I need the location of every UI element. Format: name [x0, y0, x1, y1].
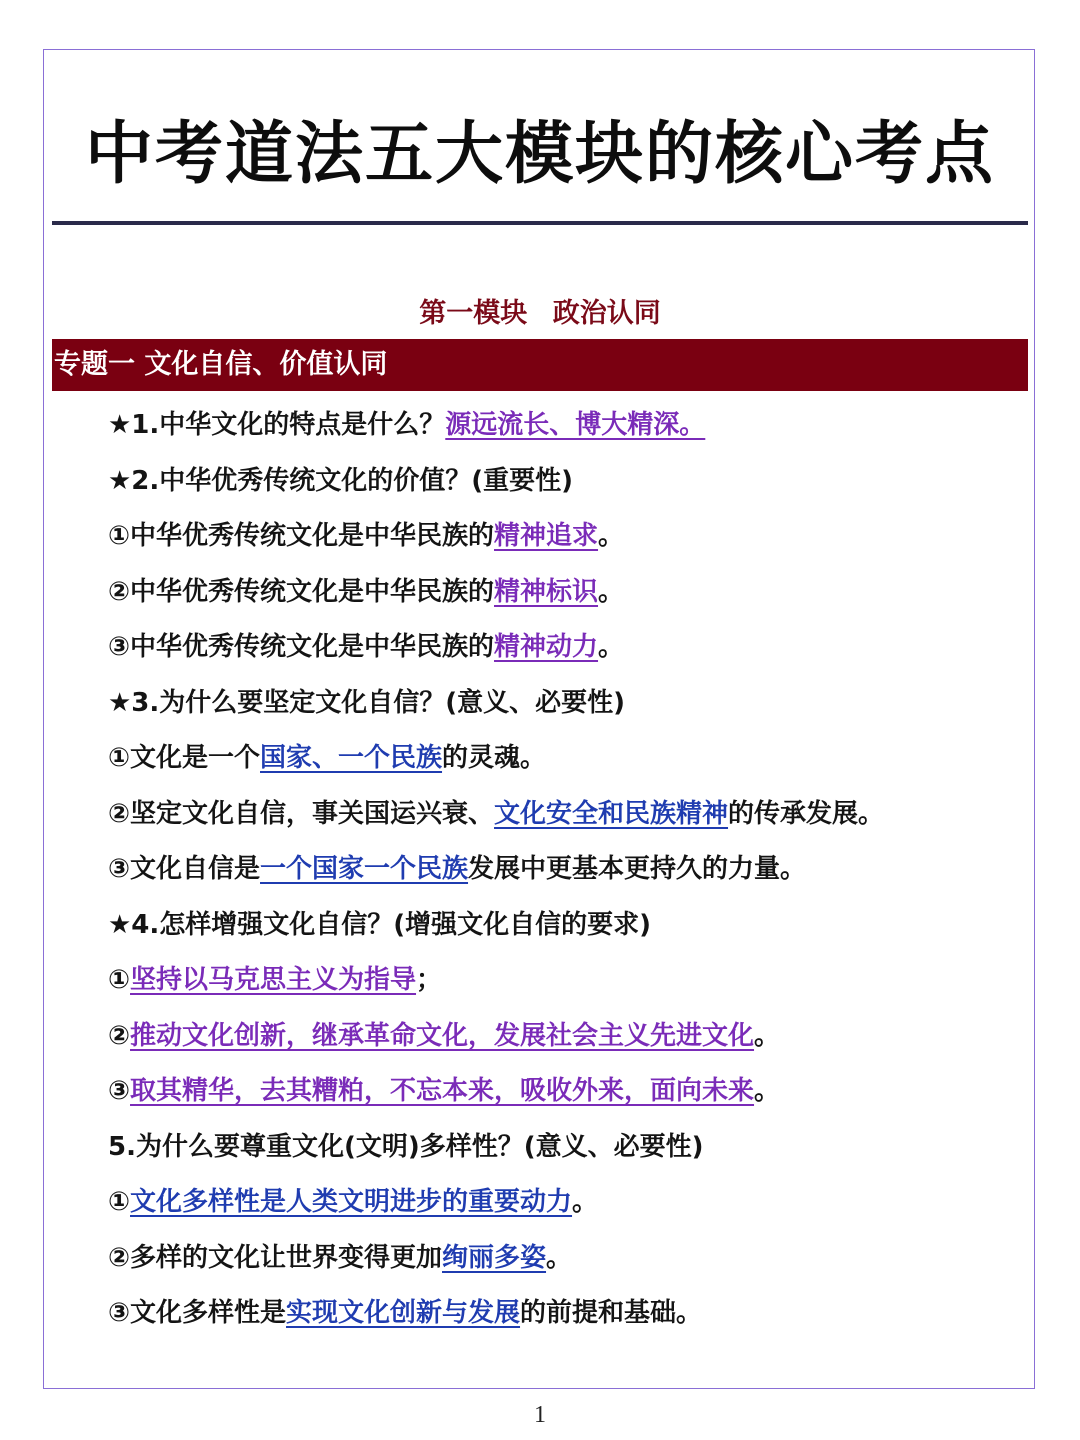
line-text: 。	[598, 632, 625, 662]
line-text: ②坚定文化自信，事关国运兴衰、	[108, 798, 495, 829]
highlighted-answer: 文化安全和民族精神	[494, 798, 729, 829]
content-line	[108, 1009, 1028, 1065]
content-line	[108, 398, 1028, 454]
line-text: ②多样的文化让世界变得更加	[108, 1242, 443, 1273]
line-text: 。	[754, 1076, 781, 1106]
content-line	[108, 1175, 1028, 1231]
content-line	[108, 787, 1028, 843]
line-text: 。	[598, 576, 625, 607]
content-line	[108, 1286, 1028, 1342]
content-line	[108, 565, 1028, 621]
content-line	[108, 731, 1028, 787]
line-text: ②中华优秀传统文化是中华民族的	[108, 576, 495, 607]
line-text: ★4.怎样增强文化自信？(增强文化自信的要求)	[108, 909, 652, 940]
content-body	[108, 398, 1028, 1342]
module-heading: 第一模块 政治认同	[419, 298, 661, 329]
content-line	[108, 454, 1028, 510]
highlighted-answer: 精神追求	[494, 521, 599, 551]
content-line	[108, 953, 1028, 1009]
line-text: ③文化自信是	[108, 854, 261, 884]
highlighted-answer: 源远流长、博大精深。	[445, 410, 706, 440]
page-number: 1	[534, 1402, 546, 1428]
highlighted-answer: 实现文化创新与发展	[286, 1298, 521, 1328]
line-text: ①文化是一个	[108, 743, 261, 773]
content-line	[108, 898, 1028, 954]
highlighted-answer: 绚丽多姿	[442, 1242, 547, 1273]
line-text: 。	[754, 1020, 781, 1051]
highlighted-answer: 精神动力	[494, 632, 599, 662]
content-line	[108, 676, 1028, 732]
content-line	[108, 509, 1028, 565]
line-text: ★2.中华优秀传统文化的价值？(重要性)	[108, 465, 574, 496]
line-text: 5.为什么要尊重文化(文明)多样性？(意义、必要性)	[108, 1131, 704, 1162]
line-text: ①中华优秀传统文化是中华民族的	[108, 521, 495, 551]
highlighted-answer: 推动文化创新，继承革命文化，发展社会主义先进文化	[130, 1020, 755, 1051]
line-text: 发展中更基本更持久的力量。	[468, 854, 807, 884]
content-line	[108, 620, 1028, 676]
content-line	[108, 1120, 1028, 1176]
line-text: 的传承发展。	[728, 798, 885, 829]
highlighted-answer: 文化多样性是人类文明进步的重要动力	[130, 1187, 573, 1217]
highlighted-answer: 坚持以马克思主义为指导	[130, 965, 417, 995]
page-title: 中考道法五大模块的核心考点	[84, 115, 995, 194]
topic-label: 专题一 文化自信、价值认同	[54, 349, 388, 380]
line-text: ★1.中华文化的特点是什么？	[108, 410, 446, 440]
topic-banner	[52, 339, 1028, 391]
line-text: ③	[108, 1076, 131, 1106]
content-line	[108, 842, 1028, 898]
line-text: ；	[416, 965, 443, 995]
line-text: 。	[598, 521, 625, 551]
line-text: 的灵魂。	[442, 743, 547, 773]
line-text: 。	[572, 1187, 599, 1217]
content-line	[108, 1231, 1028, 1287]
line-text: ②	[108, 1020, 131, 1051]
line-text: ①	[108, 1187, 131, 1217]
highlighted-answer: 精神标识	[494, 576, 599, 607]
line-text: 。	[546, 1242, 573, 1273]
line-text: ③中华优秀传统文化是中华民族的	[108, 632, 495, 662]
highlighted-answer: 一个国家一个民族	[260, 854, 469, 884]
line-text: ③文化多样性是	[108, 1298, 287, 1328]
highlighted-answer: 国家、一个民族	[260, 743, 443, 773]
title-divider	[52, 221, 1028, 225]
line-text: ★3.为什么要坚定文化自信？(意义、必要性)	[108, 687, 626, 718]
line-text: 的前提和基础。	[520, 1298, 703, 1328]
highlighted-answer: 取其精华，去其糟粕，不忘本来，吸收外来，面向未来	[130, 1076, 755, 1106]
line-text: ①	[108, 965, 131, 995]
content-line	[108, 1064, 1028, 1120]
